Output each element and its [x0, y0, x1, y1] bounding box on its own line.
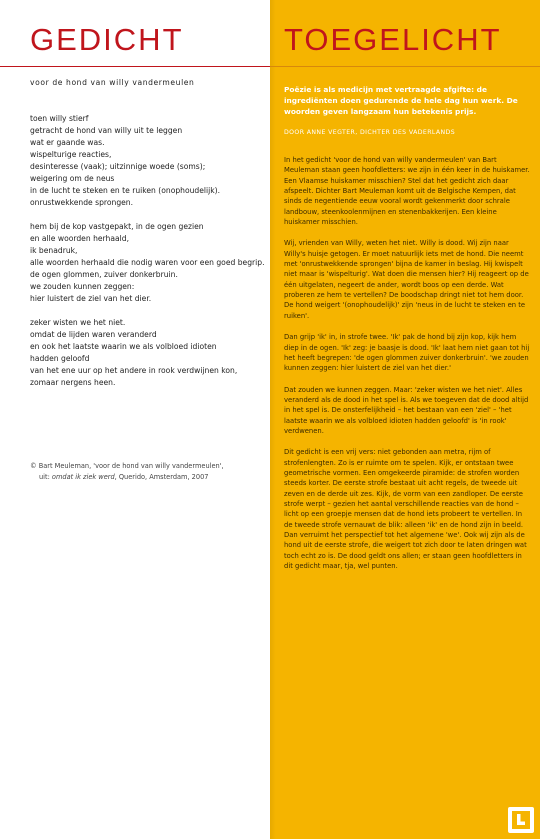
- byline: DOOR ANNE VEGTER, DICHTER DES VADERLANDS: [284, 129, 456, 136]
- poem-line: omdat de lijden waren veranderd: [30, 330, 157, 339]
- commentary-paragraph: In het gedicht 'voor de hond van willy vandermeulen' van Bart Meuleman staan geen hoofdletters: we zijn in één keer in de huiskamer. Een Vlaamse huiskamer misschien? Stel dat het gedicht zich daar afspeelt. Dichter Bart Meuleman komt uit de Belgische Kempen, dat sinds de negentiende eeuw vooral wordt gekenmerkt door schrale landbouw, steenkoolenmijnen en stenenbakkerijen. Een kleine huiskamer misschien.: [284, 156, 530, 227]
- stanza-1: [30, 113, 265, 209]
- poem-line: onrustwekkende sprongen.: [30, 198, 134, 207]
- poem-line: in de lucht te steken en te ruiken (onophoudelijk).: [30, 186, 221, 195]
- l-logo-glyph-icon: [511, 810, 531, 830]
- l-logo-icon: [508, 807, 534, 833]
- poem-credit: [30, 461, 265, 482]
- commentary-paragraph: Dat zouden we kunnen zeggen. Maar: 'zeker wisten we het niet'. Alles veranderd als de dood in het spel is. Als we toegeven dat de dood altijd in het spel is. De onsterfelijkheid – het bestaan van een 'ziel' – 'het laatste waarin we als volbloed idioten hadden geloofd' is 'in rook' verdwenen.: [284, 385, 529, 435]
- right-column: [270, 0, 540, 839]
- stanza-3: [30, 317, 265, 389]
- poem: [30, 113, 265, 401]
- credit-suffix: , Querido, Amsterdam, 2007: [114, 472, 209, 481]
- poem-subtitle: voor de hond van willy vandermeulen: [30, 78, 195, 87]
- poem-line: alle woorden herhaald die nodig waren voor een goed begrip.: [30, 258, 265, 267]
- poem-line: we zouden kunnen zeggen:: [30, 282, 135, 291]
- stanza-2: [30, 221, 265, 305]
- poem-line: en ook het laatste waarin we als volbloed idioten: [30, 342, 217, 351]
- right-title-rule: [270, 66, 540, 67]
- poem-line: zomaar nergens heen.: [30, 378, 116, 387]
- poem-line: wat er gaande was.: [30, 138, 105, 147]
- commentary-paragraph: Wij, vrienden van Willy, weten het niet. Willy is dood. Wij zijn naar Willy's huisje getogen. Er moet natuurlijk iets met de hond. Die neemt met 'onrustwekkende sprongen' bijna de kamer in beslag. Hij kwispelt niet maar is 'wispelturig'. Wat doen die mensen hier? Hij reageert op de één uitgelaten, negeert de ander, wordt boos op een derde. Wat proberen ze hem te vertellen? De boodschap dringt niet tot hem door. De hond weigert '(onophoudelijk)' zijn 'neus in de lucht te steken en te ruiken'.: [284, 239, 529, 320]
- left-title-rule: [0, 66, 270, 67]
- poem-line: hem bij de kop vastgepakt, in de ogen gezien: [30, 222, 204, 231]
- poem-line: hier luistert de ziel van het dier.: [30, 294, 152, 303]
- left-title: GEDICHT: [30, 22, 184, 57]
- credit-line-2: [30, 472, 265, 483]
- credit-book-title: omdat ik ziek werd: [51, 472, 115, 481]
- poem-line: en alle woorden herhaald,: [30, 234, 130, 243]
- poem-line: getracht de hond van willy uit te leggen: [30, 126, 183, 135]
- poem-line: zeker wisten we het niet.: [30, 318, 126, 327]
- intro-text: Poëzie is als medicijn met vertraagde afgifte: de ingrediënten doen gedurende de hele dag hun werk. De woorden geven langzaam hun betekenis prijs.: [284, 85, 518, 116]
- credit-line-1: © Bart Meuleman, 'voor de hond van willy vandermeulen',: [30, 462, 224, 470]
- poem-line: weigering om de neus: [30, 174, 115, 183]
- poem-line: ik benadruk,: [30, 246, 78, 255]
- poem-line: toen willy stierf: [30, 114, 89, 123]
- poem-line: van het ene uur op het andere in rook verdwijnen kon,: [30, 366, 238, 375]
- poem-line: de ogen glommen, zuiver donkerbruin.: [30, 270, 178, 279]
- right-title: TOEGELICHT: [284, 22, 502, 57]
- poem-line: hadden geloofd: [30, 354, 90, 363]
- commentary-body: [284, 155, 532, 582]
- poem-line: desinteresse (vaak); uitzinnige woede (soms);: [30, 162, 206, 171]
- commentary-paragraph: Dit gedicht is een vrij vers: niet gebonden aan metra, rijm of strofenlengten. Zo is er ruimte om te spelen. Kijk, er ontstaan twee geometrische vormen. Een omgekeerde piramide: de strofen worden steeds korter. De eerste strofe bestaat uit acht regels, de tweede uit zeven en de derde uit zes. Kijk, de vorm van een zandloper. De eerste strofe werpt – gezien het aantal verschillende reacties van de hond – licht op een groepje mensen dat de hond iets probeert te vertellen. In de tweede strofe vernauwt de blik: alleen 'ik' en de hond zijn in beeld. Dan verruimt het perspectief tot het algemene 'we'. Ook wij zijn als de hond uit de eerste strofe, die weigert tot zich door te laten dringen wat toch echt zo is. De dood geldt ons allen; er staan geen hoofdletters in dit gedicht maar, tja, wel punten.: [284, 448, 527, 571]
- poem-line: wispelturige reacties,: [30, 150, 112, 159]
- credit-prefix: uit:: [39, 472, 52, 481]
- commentary-paragraph: Dan grijp 'ik' in, in strofe twee. 'Ik' pak de hond bij zijn kop, kijk hem diep in de ogen. 'Ik' zeg: je baasje is dood. 'Ik' laat hem niet gaan tot hij het heeft begrepen: 'de ogen glommen zuiver donkerbruin'. 'we zouden kunnen zeggen: hier luistert de ziel van het dier.': [284, 333, 530, 373]
